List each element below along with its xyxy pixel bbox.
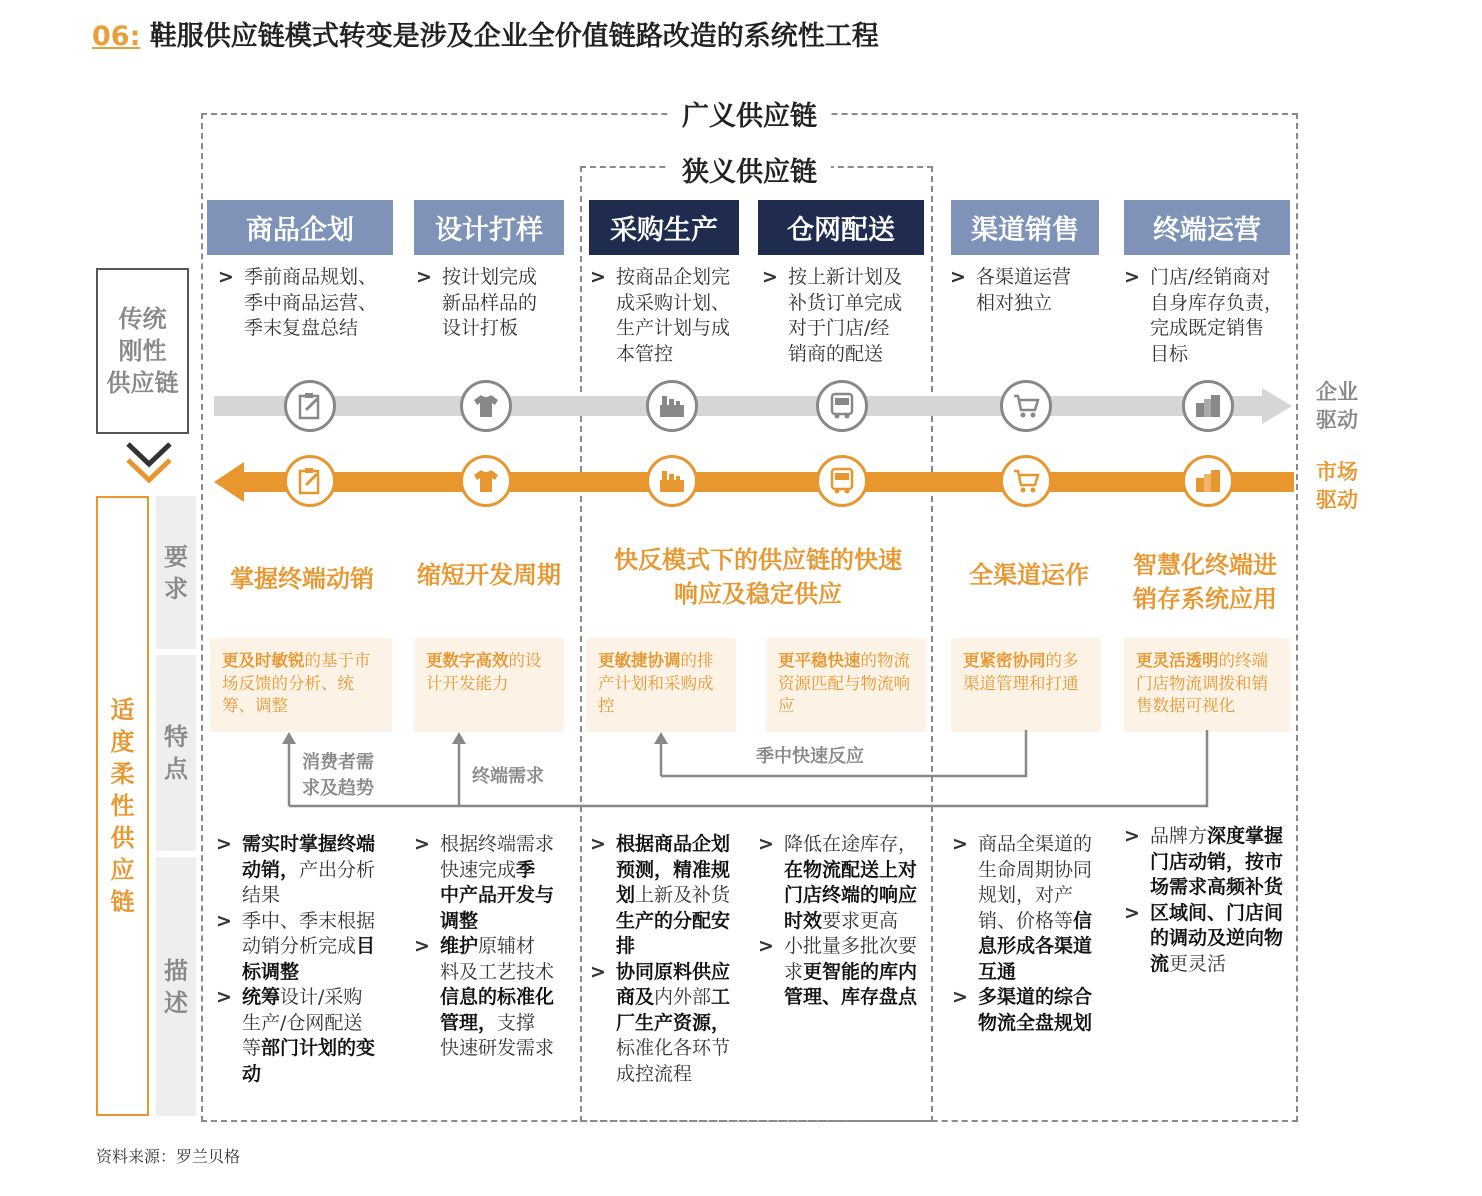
description-5	[1124, 824, 1288, 977]
clipboard-icon	[284, 455, 336, 507]
market-driven-arrow	[214, 462, 1294, 502]
requirement-3: 全渠道运作	[969, 561, 1089, 589]
cart-icon	[1000, 455, 1052, 507]
truck-icon	[816, 380, 868, 432]
feature-0: 更及时敏锐的基于市场反馈的分析、统筹、调整	[210, 638, 392, 732]
column-header-logistics: 仓网配送	[758, 200, 924, 255]
adaptive-flexible-label: 适 度 柔 性 供 应 链	[96, 496, 149, 1116]
enterprise-driven-label: 企业 驱动	[1316, 380, 1358, 432]
column-header-procurement: 采购生产	[589, 200, 739, 255]
feature-3: 更平稳快速的物流资源匹配与物流响应	[766, 638, 926, 732]
feature-5: 更灵活透明的终端门店物流调拨和销售数据可视化	[1124, 638, 1290, 732]
traditional-text-1: > 按计划完成 新品样品的 设计打板	[416, 266, 538, 339]
traditional-text-5: > 门店/经销商对 自身库存负责， 完成既定销售 目标	[1124, 266, 1284, 365]
column-header-design: 设计打样	[414, 200, 564, 255]
traditional-text-0: > 季前商品规划、 季中商品运营、 季末复盘总结	[218, 266, 378, 339]
description-bullet: > 品牌方深度掌握门店动销，按市场需求高频补货	[1124, 824, 1288, 901]
tshirt-icon	[460, 455, 512, 507]
side-label-descriptions: 描 述	[156, 857, 196, 1116]
traditional-text-2: > 按商品企划完 成采购计划、 生产计划与成 本管控	[590, 266, 731, 365]
description-bullet: > 商品全渠道的生命周期协同规划，对产销、价格等信息形成各渠道互通	[952, 832, 1094, 985]
traditional-text-3: > 按上新计划及 补货订单完成 对于门店/经 销商的配送	[762, 266, 903, 365]
feature-1: 更数字高效的设计开发能力	[414, 638, 564, 732]
feature-2: 更敏捷协调的排产计划和采购成控	[586, 638, 736, 732]
description-0	[216, 832, 378, 1087]
source-note: 资料来源：罗兰贝格	[96, 1147, 241, 1166]
broad-supply-chain-label: 广义供应链	[668, 94, 831, 133]
side-label-requirements: 要 求	[156, 496, 196, 649]
description-bullet: > 降低在途库存，在物流配送上对门店终端的响应时效要求更高	[758, 832, 920, 934]
requirement-1: 缩短开发周期	[417, 561, 561, 589]
requirement-4: 智慧化终端进 销存系统应用	[1133, 551, 1277, 613]
title-text: 鞋服供应链模式转变是涉及企业全价值链路改造的系统性工程	[149, 21, 879, 52]
description-bullet: > 根据终端需求快速完成季中产品开发与调整	[414, 832, 554, 934]
description-bullet: > 小批量多批次要求更智能的库内管理、库存盘点	[758, 934, 920, 1011]
market-driven-label: 市场 驱动	[1316, 460, 1358, 512]
requirement-2: 快反模式下的供应链的快速 响应及稳定供应	[614, 546, 902, 608]
store-icon	[1182, 455, 1234, 507]
description-bullet: > 根据商品企划预测，精准规划上新及补货生产的分配安排	[590, 832, 732, 960]
page-title	[92, 14, 879, 53]
narrow-supply-chain-label: 狭义供应链	[668, 150, 831, 189]
tshirt-icon	[460, 380, 512, 432]
column-header-planning: 商品企划	[207, 200, 393, 255]
truck-icon	[816, 455, 868, 507]
traditional-rigid-label: 传统 刚性 供应链	[96, 268, 189, 434]
description-bullet: > 协同原料供应商及内外部工厂生产资源，标准化各环节成控流程	[590, 960, 732, 1088]
column-header-terminal: 终端运营	[1124, 200, 1290, 255]
description-4	[952, 832, 1094, 1036]
factory-icon	[646, 455, 698, 507]
description-1	[414, 832, 554, 1062]
feedback-terminal-label: 终端需求	[472, 764, 544, 790]
description-bullet: > 多渠道的综合物流全盘规划	[952, 985, 1094, 1036]
cart-icon	[1000, 380, 1052, 432]
requirement-0: 掌握终端动销	[230, 565, 374, 593]
description-bullet: > 需实时掌握终端动销，产出分析结果	[216, 832, 378, 909]
factory-icon	[646, 380, 698, 432]
side-label-features: 特 点	[156, 655, 196, 851]
column-header-channel: 渠道销售	[951, 200, 1099, 255]
chevron-down-icon	[124, 440, 174, 484]
feedback-consumer-label: 消费者需 求及趋势	[302, 750, 374, 802]
feature-4: 更紧密协同的多渠道管理和打通	[951, 638, 1101, 732]
enterprise-driven-arrow	[214, 388, 1294, 424]
feedback-midseason-label: 季中快速反应	[756, 744, 864, 770]
description-bullet: > 区域间、门店间的调动及逆向物流更灵活	[1124, 901, 1288, 978]
title-number: 06:	[92, 21, 141, 52]
description-3	[758, 832, 920, 1011]
clipboard-icon	[284, 380, 336, 432]
description-bullet: > 维护原辅材料及工艺技术信息的标准化管理，支撑快速研发需求	[414, 934, 554, 1062]
description-bullet: > 季中、季末根据动销分析完成目标调整	[216, 909, 378, 986]
store-icon	[1182, 380, 1234, 432]
description-bullet: > 统筹设计/采购生产/仓网配送等部门计划的变动	[216, 985, 378, 1087]
description-2	[590, 832, 732, 1087]
traditional-text-4: > 各渠道运营 相对独立	[950, 266, 1072, 314]
